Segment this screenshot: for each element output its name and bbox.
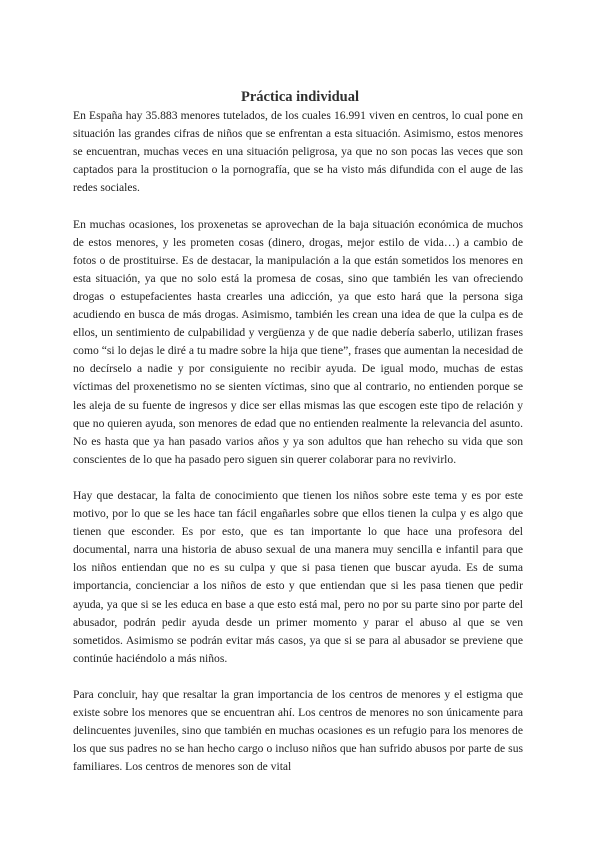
page-title: Práctica individual bbox=[240, 89, 360, 105]
paragraph-3: Hay que destacar, la falta de conocimiento que tienen los niños sobre este tema y es por este motivo, por lo que se les hace tan fácil engañarles sobre que ellos tienen la culpa y es algo que tienen que esconder. Es por esto, que es tan importante lo que hace una profesora del documental, narra una historia de abuso sexual de una manera muy sencilla e infantil para que los niños entiendan que no es su culpa y que si pasa tienen que buscar ayuda. Es de suma importancia, concienciar a los niños de esto y que entiendan que si les pasa tienen que pedir ayuda, ya que si se les educa en base a que esto está mal, pero no por su parte sino por parte del abusador, podrán pedir ayuda desde un primer momento y parar el abuso al que se ven sometidos. Asimismo se podrán evitar más casos, ya que si se para al abusador se previene que continúe haciéndolo a más niños. bbox=[73, 488, 523, 665]
paragraph-1: En España hay 35.883 menores tutelados, de los cuales 16.991 viven en centros, lo cual pone en situación las grandes cifras de niños que se enfrentan a esta situación. Asimismo, estos menores se encuentran, muchas veces en una situación peligrosa, ya que no son pocas las veces que son captados para la prostitucion o la pornografía, que se ha visto más difundida con el auge de las redes sociales. bbox=[73, 109, 523, 195]
document-body bbox=[73, 107, 523, 795]
paragraph-2: En muchas ocasiones, los proxenetas se aprovechan de la baja situación económica de muchos de estos menores, y les prometen cosas (dinero, drogas, mejor estilo de vida…) a cambio de fotos o de prostituirse. Es de destacar, la manipulación a la que están sometidos los menores en esta situación, ya que no solo está la promesa de cosas, sino que también les van ofreciendo drogas o estupefacientes hasta crearles una adicción, ya que esto hará que la persona siga acudiendo en busca de más drogas. Asimismo, también les crean una idea de que la culpa es de ellos, un sentimiento de culpabilidad y vergüenza y de que nadie debería saberlo, utilizan frases como “si lo dejas le diré a tu madre sobre la hija que tiene”, frases que aumentan la necesidad de no decírselo a nadie y por consiguiente no recibir ayuda. De igual modo, muchas de estas víctimas del proxenetismo no se sienten víctimas, sino que al contrario, no entienden porque se les aleja de su fuente de ingresos y dice ser ellas mismas las que escogen este tipo de relación y que no quieren ayuda, son menores de edad que no entienden realmente la relevancia del asunto. No es hasta que ya han pasado varios años y ya son adultos que han rehecho su vida que son conscientes de lo que ha pasado pero siguen sin querer colaborar para no revivirlo. bbox=[73, 217, 523, 466]
paragraph-4: Para concluir, hay que resaltar la gran importancia de los centros de menores y el estigma que existe sobre los menores que se encuentran ahí. Los centros de menores no son únicamente para delincuentes juveniles, sino que también en muchas ocasiones es un refugio para los menores de los que sus padres no se han hecho cargo o incluso niños que han sufrido abusos por parte de sus familiares. Los centros de menores son de vital bbox=[73, 688, 523, 774]
